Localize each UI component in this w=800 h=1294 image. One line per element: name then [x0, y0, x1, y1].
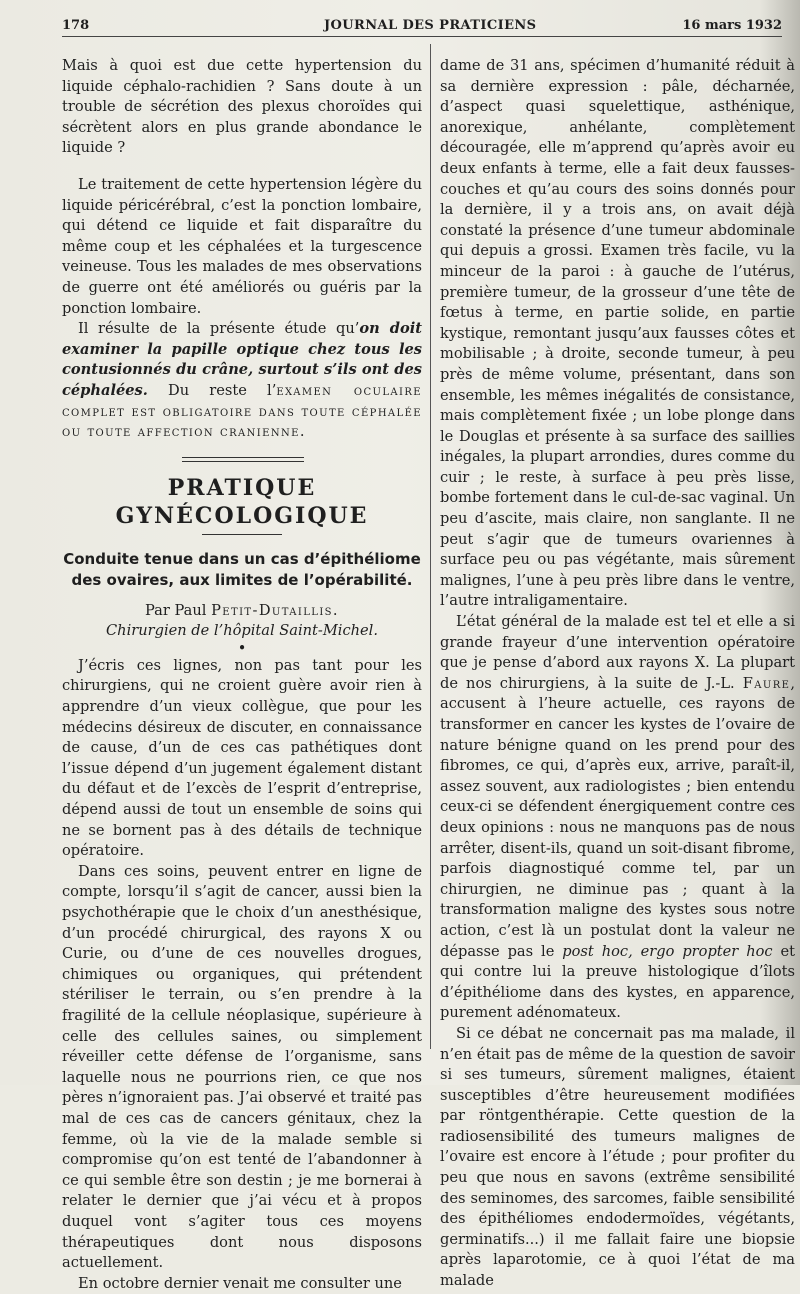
section-divider [182, 457, 304, 462]
paragraph: Il résulte de la présente étude qu’on doit examiner la papille optique chez tous les contusionnés du crâne, surtout s’ils ont des céphalées. Du reste l’examen oculaire complet est obligatoire dans toute céphalée ou toute affection cranienne. [62, 320, 422, 441]
journal-title: JOURNAL DES PRATICIENS [324, 18, 537, 33]
author-name: Petit-Dutaillis. [211, 601, 339, 619]
header-rule [62, 36, 782, 37]
paragraph: Dans ces soins, peuvent entrer en ligne de compte, lorsqu’il s’agit de cancer, aussi bien la psychothérapie que le choix d’un anesthésique, d’un procédé chirurgical, des rayons X ou Curie, ou d’une de ces nouvelles drogues, chimiques ou organiques, qui prétendent stériliser le terrain, ou s’en prendre à la fragilité de la cellule néoplasique, supérieure à celle des cellules saines, ou simplement réveiller cette défense de l’organisme, sans laquelle nous ne pourrions rien, ce que nos pères n’ignoraient pas. J’ai observé et traité pas mal de ces cas de cancers génitaux, chez la femme, où la vie de la malade semble si compromise qu’on est tenté de l’abandonner à ce qui semble être son destin ; je me bornerai à relater le dernier que j’ai vécu et à propos duquel vont s’agiter tous ces moyens thérapeutiques dont nous disposons actuellement. [62, 862, 422, 1272]
author-affiliation: Chirurgien de l’hôpital Saint-Michel. [106, 622, 378, 640]
cited-author: Faure [742, 674, 791, 692]
paragraph: L’état général de la malade est tel et elle a si grande frayeur d’une intervention opératoire que je pense d’abord aux rayons X. La plupart de nos chirurgiens, à la suite de J.-L. Faure, accusent à l’heure actuelle, ces rayons de transformer en cancer les kystes de l’ovaire de nature bénigne quand on les prend pour des fibromes, ce qui, d’après eux, arrive, paraît-il, assez souvent, aux radiologistes ; bien entendu ceux-ci se défendent énergiquement contre ces deux opinions : nous ne manquons pas de nous arrêter, disent-ils, quand un soit-disant fibrome, parfois diagnostiqué comme tel, par un chirurgien, ne diminue pas ; quant à la transformation maligne des kystes sous notre action, c’est là un postulat dont la valeur ne dépasse pas le post hoc, ergo propter hoc et qui contre lui la preuve histologique d’îlots d’épithéliome dans des kystes, en apparence, purement adénomateux. [440, 613, 795, 1022]
page-number: 178 [62, 18, 90, 33]
right-column [440, 56, 795, 1292]
running-header [62, 14, 782, 36]
paragraph: Si ce débat ne concernait pas ma malade, il n’en était pas de même de la question de savoir si ses tumeurs, sûrement malignes, étaient susceptibles d’être heureusement modifiées par röntgenthérapie. Cette question de la radiosensibilité des tumeurs malignes de l’ovaire est encore à l’étude ; pour profiter du peu que nous en savons (extrême sensibilité des seminomes, des sarcomes, faible sensibilité des épithéliomes endodermoïdes, végétants, germinatifs...) il me fallait faire une biopsie après laparotomie, ce à quoi l’état de ma malade [440, 1024, 795, 1290]
issue-date: 16 mars 1932 [682, 18, 782, 33]
section-title: PRATIQUE GYNÉCOLOGIQUE [115, 474, 369, 529]
paragraph: J’écris ces lignes, non pas tant pour les chirurgiens, qui ne croient guère avoir rien à apprendre d’un vieux collègue, que pour les médecins désireux de discuter, en connaissance de cause, d’un de ces cas pathétiques dont l’issue dépend d’un jugement également distant du défaut et de l’excès de l’esprit d’entreprise, dépend aussi de tout un ensemble de soins qui ne se bornent pas à des détails de technique opératoire. [62, 656, 422, 860]
paragraph: dame de 31 ans, spécimen d’humanité réduit à sa dernière expression : pâle, décharnée, d’aspect quasi squelettique, asthénique, anorexique, anhélante, complètement découragée, elle m’apprend qu’après avoir eu deux enfants à terme, elle a fait deux fausses-couches et qu’au cours des soins donnés pour la dernière, il y a trois ans, on avait déjà constaté la présence d’une tumeur abdominale qui depuis a grossi. Examen très facile, vu la minceur de la paroi : à gauche de l’utérus, première tumeur, de la grosseur d’une tête de fœtus à terme, en partie solide, en partie kystique, remontant jusqu’aux fausses côtes et mobilisable ; à droite, seconde tumeur, à peu près de même volume, présentant, dans son ensemble, les mêmes inégalités de consistance, mais complètement fixée ; un lobe plonge dans le Douglas et présente à sa surface des saillies inégales, la plupart arrondies, dures comme du cuir ; le reste, à surface à peu près lisse, bombe fortement dans le cul-de-sac vaginal. Un peu d’ascite, mais claire, non sanglante. Il ne peut s’agir que de tumeurs ovariennes à surface peu ou pas végétante, mais sûrement malignes, l’une à peu près libre dans le ventre, l’autre intraligamentaire. [440, 57, 795, 610]
separator-dot: • [237, 639, 247, 657]
left-column [62, 56, 422, 1294]
title-underline [202, 534, 282, 535]
author-line: Par Paul Petit-Dutaillis. [145, 601, 339, 619]
latin-phrase: post hoc, ergo propter hoc [562, 942, 773, 960]
article-title: Conduite tenue dans un cas d’épithéliome des ovaires, aux limites de l’opérabilité. [63, 549, 421, 589]
emphasis: on doit examiner la papille optique chez tous les contusionnés du crâne, surtout s’ils ont des céphalées. [62, 320, 422, 399]
small-caps-text: examen oculaire complet est obligatoire dans toute céphalée ou toute affection cranienne. [62, 381, 422, 441]
paragraph: Le traitement de cette hypertension légère du liquide péricérébral, c’est la ponction lombaire, qui détend ce liquide et fait disparaître du même coup et les céphalées et la turgescence veineuse. Tous les malades de mes observations de guerre ont été améliorés ou guéris par la ponction lombaire. [62, 175, 422, 317]
paragraph: En octobre dernier venait me consulter une [78, 1274, 402, 1292]
column-divider [430, 44, 431, 1049]
paragraph: Mais à quoi est due cette hypertension du liquide céphalo-rachidien ? Sans doute à un trouble de sécrétion des plexus choroïdes qui sécrètent alors en plus grande abondance le liquide ? [62, 57, 422, 157]
